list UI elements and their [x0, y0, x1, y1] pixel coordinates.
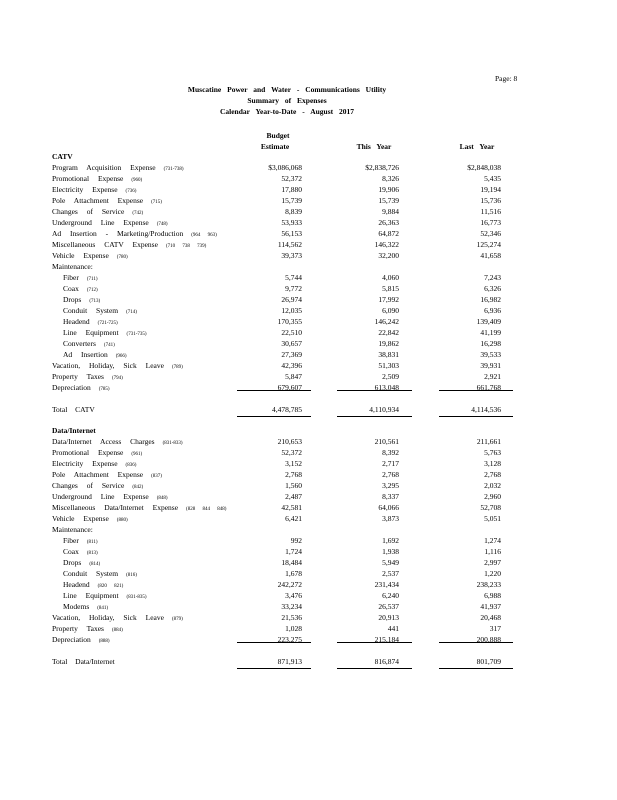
- row-label: [52, 383, 110, 392]
- account-code: (880): [116, 518, 128, 523]
- row-label: [63, 350, 127, 359]
- budget-value: 8,839: [285, 207, 302, 216]
- row-label: [52, 251, 128, 260]
- row-label-text: Converters: [63, 339, 96, 348]
- this-year-value: 32,200: [378, 251, 399, 260]
- last-year-value: 16,982: [480, 295, 501, 304]
- row-label: [63, 547, 98, 556]
- last-year-value: 5,763: [484, 448, 501, 457]
- budget-value: 42,581: [281, 503, 302, 512]
- row-label-text: Changes of Service: [52, 481, 125, 490]
- budget-value: 223,275: [277, 635, 302, 644]
- row-label: [63, 328, 147, 337]
- this-year-value: 1,938: [382, 547, 399, 556]
- account-code: (961): [131, 452, 143, 457]
- section-title: Data/Internet: [52, 426, 96, 435]
- subtotal-rule: [337, 642, 412, 643]
- row-label: [63, 317, 118, 326]
- total-rule: [337, 668, 412, 669]
- row-label-text: Vehicle Expense: [52, 251, 109, 260]
- row-label-text: Vacation, Holiday, Sick Leave: [52, 361, 164, 370]
- row-label: [52, 218, 168, 227]
- account-code: (789): [171, 365, 183, 370]
- account-code: (713): [89, 299, 101, 304]
- total-rule: [237, 416, 311, 417]
- row-label-text: Electricity Expense: [52, 459, 118, 468]
- budget-value: 12,035: [281, 306, 302, 315]
- budget-value: 2,487: [285, 492, 302, 501]
- this-year-value: 2,509: [382, 372, 399, 381]
- row-label: [63, 339, 115, 348]
- row-label: [52, 174, 142, 183]
- total-value: 801,709: [476, 657, 501, 666]
- last-year-value: 20,468: [480, 613, 501, 622]
- last-year-value: 41,658: [480, 251, 501, 260]
- this-year-value: 8,326: [382, 174, 399, 183]
- this-year-value: 1,692: [382, 536, 399, 545]
- row-label-text: Ad Insertion: [63, 350, 108, 359]
- last-year-value: 661,768: [476, 383, 501, 392]
- last-year-value: 39,533: [480, 350, 501, 359]
- budget-value: 21,536: [281, 613, 302, 622]
- row-label-text: Pole Attachment Expense: [52, 196, 144, 205]
- report-title: Muscatine Power and Water - Communications Utility: [187, 85, 387, 94]
- this-year-value: 20,913: [378, 613, 399, 622]
- column-header-budget: Budget: [266, 131, 290, 140]
- budget-value: 17,880: [281, 185, 302, 194]
- budget-value: 22,510: [281, 328, 302, 337]
- budget-value: 1,028: [285, 624, 302, 633]
- account-code: (811): [86, 540, 98, 545]
- account-code: (831-833): [162, 441, 183, 446]
- account-code: (794): [111, 376, 123, 381]
- budget-value: 210,653: [277, 437, 302, 446]
- this-year-value: 146,242: [374, 317, 399, 326]
- this-year-value: 8,337: [382, 492, 399, 501]
- row-label: [52, 372, 123, 381]
- report-subtitle: Summary of Expenses: [247, 96, 327, 105]
- row-label: [52, 448, 142, 457]
- row-label-text: Depreciation: [52, 383, 91, 392]
- row-label: [63, 558, 100, 567]
- row-label-text: Vacation, Holiday, Sick Leave: [52, 613, 164, 622]
- budget-value: 3,476: [285, 591, 302, 600]
- this-year-value: 22,842: [378, 328, 399, 337]
- row-label-text: Promotional Expense: [52, 448, 124, 457]
- row-label-text: Coax: [63, 284, 79, 293]
- account-code: (831-835): [126, 595, 147, 600]
- row-label-text: Program Acquisition Expense: [52, 163, 156, 172]
- budget-value: 1,560: [285, 481, 302, 490]
- account-code: (960): [131, 178, 143, 183]
- last-year-value: 7,243: [484, 273, 501, 282]
- subtotal-rule: [439, 390, 513, 391]
- account-code: (731-738): [163, 167, 184, 172]
- row-label: [63, 536, 98, 545]
- budget-value: 6,421: [285, 514, 302, 523]
- column-header-estimate: Estimate: [260, 142, 290, 151]
- row-label: [52, 635, 110, 644]
- this-year-value: 9,884: [382, 207, 399, 216]
- last-year-value: 6,326: [484, 284, 501, 293]
- this-year-value: 64,872: [378, 229, 399, 238]
- row-label: [63, 295, 100, 304]
- last-year-value: 2,960: [484, 492, 501, 501]
- this-year-value: 19,906: [378, 185, 399, 194]
- row-label: [63, 273, 98, 282]
- subtotal-rule: [337, 390, 412, 391]
- row-label-text: Headend: [63, 317, 90, 326]
- account-code: (742): [132, 211, 144, 216]
- row-label: [52, 481, 143, 490]
- budget-value: 2,768: [285, 470, 302, 479]
- last-year-value: 5,435: [484, 174, 501, 183]
- account-code: (736): [125, 189, 137, 194]
- row-label: [52, 503, 226, 512]
- account-code: (711): [86, 277, 98, 282]
- this-year-value: 15,739: [378, 196, 399, 205]
- row-label-text: Data/Internet Access Charges: [52, 437, 155, 446]
- subtotal-rule: [237, 642, 311, 643]
- account-code: (814): [89, 562, 101, 567]
- this-year-value: 441: [387, 624, 399, 633]
- this-year-value: 2,537: [382, 569, 399, 578]
- budget-value: 30,657: [281, 339, 302, 348]
- budget-value: 27,369: [281, 350, 302, 359]
- this-year-value: 3,295: [382, 481, 399, 490]
- last-year-value: 39,931: [480, 361, 501, 370]
- row-label: [52, 240, 206, 249]
- last-year-value: $2,848,038: [467, 163, 501, 172]
- this-year-value: 8,392: [382, 448, 399, 457]
- account-code: (884): [111, 628, 123, 633]
- column-header-last-year: Last Year: [459, 142, 495, 151]
- account-code: (841): [97, 606, 109, 611]
- last-year-value: 15,736: [480, 196, 501, 205]
- budget-value: 992: [290, 536, 302, 545]
- last-year-value: 1,116: [484, 547, 501, 556]
- account-code: (780): [116, 255, 128, 260]
- row-label-text: Promotional Expense: [52, 174, 124, 183]
- account-code: (721-725): [97, 321, 118, 326]
- last-year-value: 3,128: [484, 459, 501, 468]
- this-year-value: 3,873: [382, 514, 399, 523]
- last-year-value: 6,936: [484, 306, 501, 315]
- row-label: [52, 525, 93, 534]
- account-code: (785): [98, 387, 110, 392]
- account-code: (879): [171, 617, 183, 622]
- total-label: Total CATV: [52, 405, 95, 414]
- row-label-text: Fiber: [63, 273, 79, 282]
- this-year-value: 6,090: [382, 306, 399, 315]
- account-code: (836): [125, 463, 137, 468]
- row-label-text: Conduit System: [63, 306, 119, 315]
- column-header-this-year: This Year: [356, 142, 392, 151]
- budget-value: 56,153: [281, 229, 302, 238]
- row-label-text: Headend: [63, 580, 90, 589]
- last-year-value: 6,988: [484, 591, 501, 600]
- row-label: [52, 459, 136, 468]
- row-label-text: Depreciation: [52, 635, 91, 644]
- budget-value: 170,355: [277, 317, 302, 326]
- row-label: [52, 624, 123, 633]
- last-year-value: 238,233: [476, 580, 501, 589]
- last-year-value: 11,516: [480, 207, 501, 216]
- budget-value: 3,152: [285, 459, 302, 468]
- budget-value: 9,772: [285, 284, 302, 293]
- total-value: 871,913: [277, 657, 302, 666]
- row-label: [63, 284, 98, 293]
- budget-value: 114,562: [277, 240, 302, 249]
- budget-value: 5,744: [285, 273, 302, 282]
- row-label: [63, 591, 147, 600]
- row-label: [63, 580, 123, 589]
- last-year-value: 1,274: [484, 536, 501, 545]
- account-code: (712): [86, 288, 98, 293]
- row-label-text: Electricity Expense: [52, 185, 118, 194]
- this-year-value: $2,838,726: [365, 163, 399, 172]
- total-value: 4,110,934: [369, 405, 399, 414]
- row-label-text: Line Equipment: [63, 591, 119, 600]
- total-rule: [237, 668, 311, 669]
- total-rule: [337, 416, 412, 417]
- row-label: [52, 196, 162, 205]
- row-label-text: Coax: [63, 547, 79, 556]
- row-label-text: Drops: [63, 558, 82, 567]
- this-year-value: 210,561: [374, 437, 399, 446]
- last-year-value: 2,768: [484, 470, 501, 479]
- this-year-value: 6,240: [382, 591, 399, 600]
- this-year-value: 38,831: [378, 350, 399, 359]
- last-year-value: 16,773: [480, 218, 501, 227]
- account-code: (837): [151, 474, 162, 479]
- last-year-value: 211,661: [476, 437, 501, 446]
- subtotal-rule: [439, 642, 513, 643]
- row-label: [52, 262, 93, 271]
- this-year-value: 215,184: [374, 635, 399, 644]
- last-year-value: 19,194: [480, 185, 501, 194]
- row-label: [63, 569, 137, 578]
- row-label-text: Property Taxes: [52, 624, 104, 633]
- this-year-value: 5,949: [382, 558, 399, 567]
- row-label-text: Line Equipment: [63, 328, 119, 337]
- last-year-value: 139,409: [476, 317, 501, 326]
- row-label-text: Vehicle Expense: [52, 514, 109, 523]
- row-label-text: Conduit System: [63, 569, 119, 578]
- last-year-value: 2,997: [484, 558, 501, 567]
- budget-value: 39,373: [281, 251, 302, 260]
- row-label: [52, 470, 162, 479]
- row-label: [63, 306, 137, 315]
- budget-value: 5,847: [285, 372, 302, 381]
- row-label-text: Underground Line Expense: [52, 492, 149, 501]
- account-code: (820 821): [97, 584, 124, 589]
- total-rule: [439, 668, 513, 669]
- this-year-value: 19,862: [378, 339, 399, 348]
- last-year-value: 41,937: [480, 602, 501, 611]
- last-year-value: 16,298: [480, 339, 501, 348]
- row-label: [52, 514, 128, 523]
- this-year-value: 64,066: [378, 503, 399, 512]
- row-label-text: Pole Attachment Expense: [52, 470, 144, 479]
- subtotal-rule: [237, 390, 311, 391]
- budget-value: 26,974: [281, 295, 302, 304]
- account-code: (828 844 848): [186, 507, 227, 512]
- row-label-text: Fiber: [63, 536, 79, 545]
- report-period: Calendar Year-to-Date - August 2017: [219, 107, 355, 116]
- row-label-text: Maintenance:: [52, 262, 93, 271]
- total-value: 4,478,785: [272, 405, 302, 414]
- account-code: (710 738 739): [165, 244, 207, 249]
- row-label-text: Underground Line Expense: [52, 218, 149, 227]
- total-value: 4,114,536: [471, 405, 501, 414]
- account-code: (748): [156, 222, 168, 227]
- row-label-text: Drops: [63, 295, 82, 304]
- budget-value: 1,678: [285, 569, 302, 578]
- row-label: [52, 437, 183, 446]
- last-year-value: 125,274: [476, 240, 501, 249]
- page-number: Page: 8: [495, 74, 518, 83]
- total-value: 816,874: [374, 657, 399, 666]
- row-label-text: Property Taxes: [52, 372, 104, 381]
- this-year-value: 5,815: [382, 284, 399, 293]
- budget-value: 53,933: [281, 218, 302, 227]
- this-year-value: 146,322: [374, 240, 399, 249]
- this-year-value: 2,717: [382, 459, 399, 468]
- last-year-value: 5,051: [484, 514, 501, 523]
- total-rule: [439, 416, 513, 417]
- budget-value: 52,372: [281, 448, 302, 457]
- budget-value: 52,372: [281, 174, 302, 183]
- row-label: [52, 492, 168, 501]
- last-year-value: 41,199: [480, 328, 501, 337]
- account-code: (816): [126, 573, 137, 578]
- last-year-value: 1,220: [484, 569, 501, 578]
- row-label-text: Miscellaneous Data/Internet Expense: [52, 503, 179, 512]
- budget-value: $3,086,068: [268, 163, 302, 172]
- this-year-value: 613,048: [374, 383, 399, 392]
- budget-value: 18,484: [281, 558, 302, 567]
- account-code: (964 963): [191, 233, 217, 238]
- account-code: (966): [115, 354, 127, 359]
- total-label: Total Data/Internet: [52, 657, 115, 666]
- budget-value: 42,396: [281, 361, 302, 370]
- row-label-text: Miscellaneous CATV Expense: [52, 240, 158, 249]
- budget-value: 679,607: [277, 383, 302, 392]
- account-code: (888): [98, 639, 110, 644]
- last-year-value: 317: [489, 624, 501, 633]
- this-year-value: 51,303: [378, 361, 399, 370]
- account-code: (715): [151, 200, 162, 205]
- row-label: [52, 361, 183, 370]
- this-year-value: 4,060: [382, 273, 399, 282]
- last-year-value: 200,888: [476, 635, 501, 644]
- account-code: (842): [132, 485, 144, 490]
- account-code: (714): [126, 310, 137, 315]
- account-code: (848): [156, 496, 168, 501]
- account-code: (741): [103, 343, 115, 348]
- row-label: [52, 613, 183, 622]
- row-label: [52, 185, 136, 194]
- last-year-value: 52,708: [480, 503, 501, 512]
- row-label-text: Changes of Service: [52, 207, 125, 216]
- this-year-value: 231,434: [374, 580, 399, 589]
- row-label: [52, 229, 217, 238]
- row-label: [63, 602, 108, 611]
- this-year-value: 17,992: [378, 295, 399, 304]
- row-label-text: Modems: [63, 602, 90, 611]
- last-year-value: 52,346: [480, 229, 501, 238]
- row-label-text: Ad Insertion - Marketing/Production: [52, 229, 184, 238]
- account-code: (731-735): [126, 332, 147, 337]
- row-label: [52, 207, 143, 216]
- last-year-value: 2,032: [484, 481, 501, 490]
- row-label: [52, 163, 184, 172]
- budget-value: 15,739: [281, 196, 302, 205]
- account-code: (813): [86, 551, 98, 556]
- row-label-text: Maintenance:: [52, 525, 93, 534]
- section-title: CATV: [52, 152, 73, 161]
- this-year-value: 26,363: [378, 218, 399, 227]
- last-year-value: 2,921: [484, 372, 501, 381]
- budget-value: 242,272: [277, 580, 302, 589]
- this-year-value: 26,537: [378, 602, 399, 611]
- budget-value: 1,724: [285, 547, 302, 556]
- this-year-value: 2,768: [382, 470, 399, 479]
- budget-value: 33,234: [281, 602, 302, 611]
